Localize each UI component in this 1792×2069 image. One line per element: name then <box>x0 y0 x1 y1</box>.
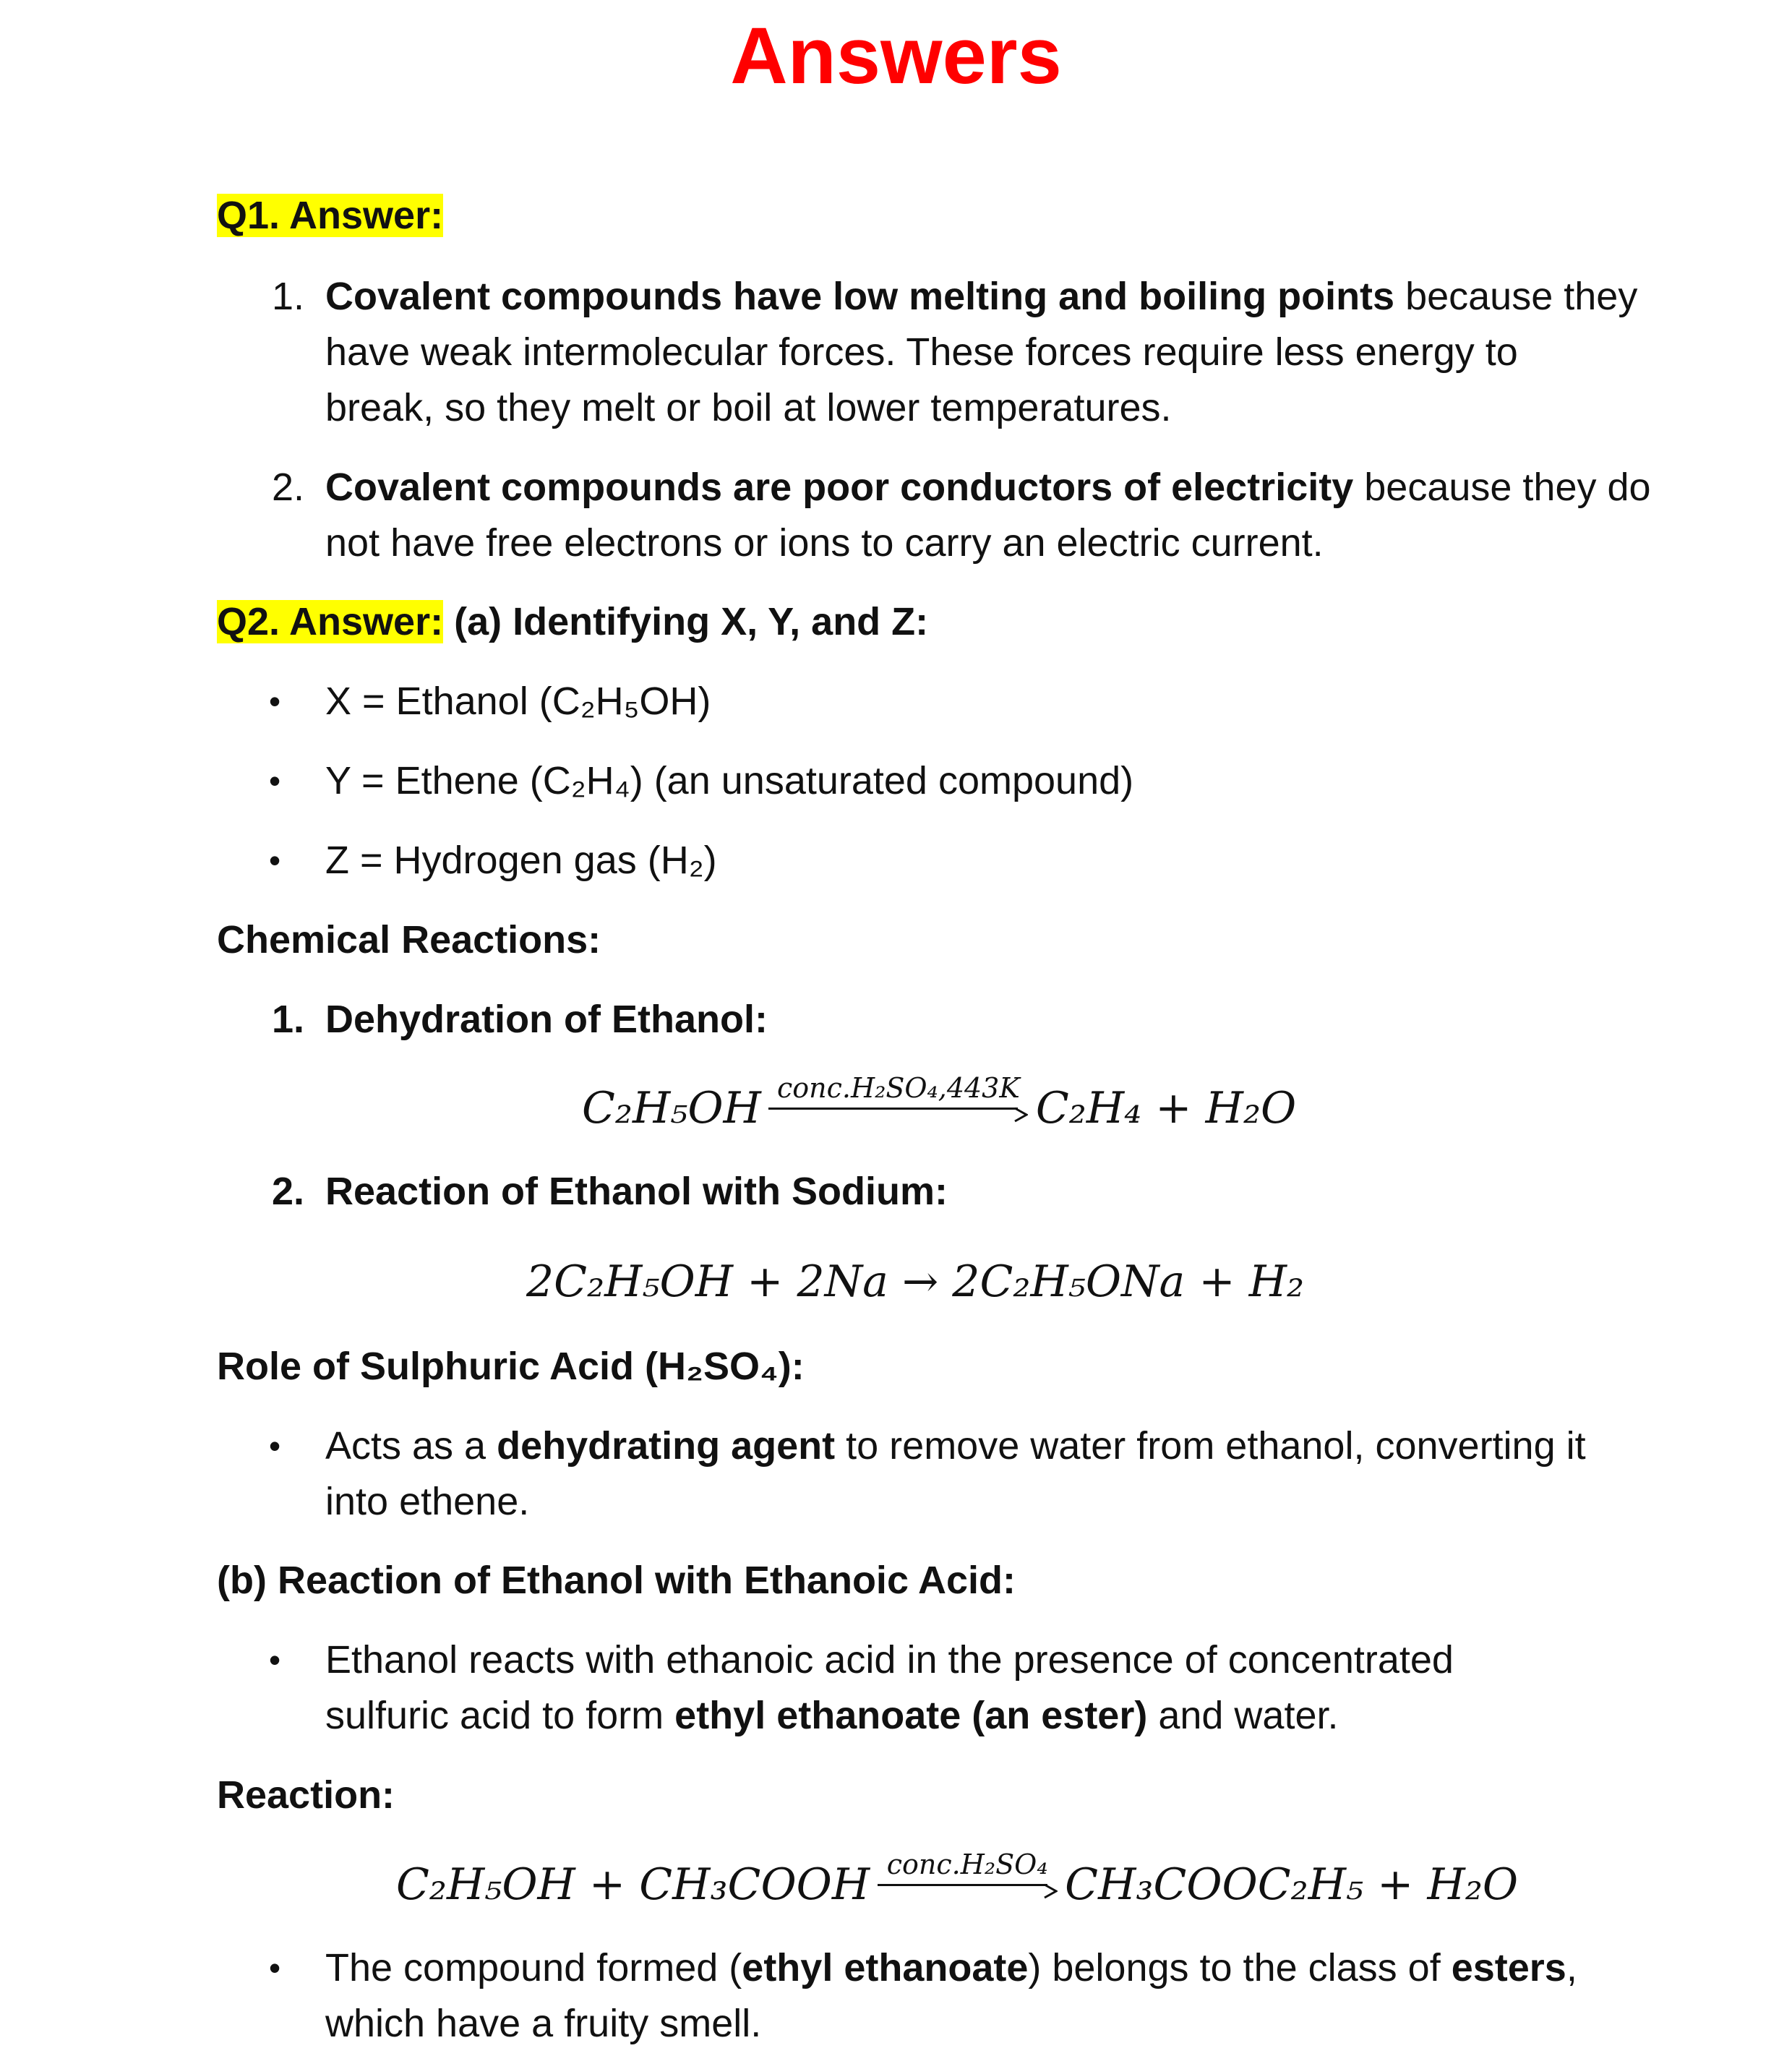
chemical-reactions-heading: Chemical Reactions: <box>217 918 601 961</box>
final-bullet-line-2: which have a fruity smell. <box>325 2002 762 2045</box>
q1-item-1-bold: Covalent compounds have low melting and boiling points <box>325 275 1395 318</box>
equation-3-lhs: C₂H₅OH + CH₃COOH <box>396 1859 870 1910</box>
bullet-icon: • <box>269 1641 281 1679</box>
q2-bullet-z: Z = Hydrogen gas (H₂) <box>325 839 717 882</box>
final-bullet-post: , <box>1566 1946 1577 1989</box>
equation-3-rhs: CH₃COOC₂H₅ + H₂O <box>1065 1859 1519 1910</box>
q1-item-2-bold: Covalent compounds are poor conductors of electricity <box>325 466 1354 509</box>
q1-item-1-rest: because they <box>1394 275 1638 318</box>
part-b-heading: (b) Reaction of Ethanol with Ethanoic Acid: <box>217 1559 1016 1602</box>
final-bullet-bold-2: esters <box>1451 1946 1566 1989</box>
bullet-icon: • <box>269 762 281 800</box>
part-b-bullet-pre: sulfuric acid to form <box>325 1694 675 1737</box>
reaction-arrow <box>768 1072 1029 1140</box>
q1-item-1-line-1 <box>325 269 1637 325</box>
q1-item-2-line-2: not have free electrons or ions to carry an electric current. <box>325 521 1324 565</box>
role-bullet-post: to remove water from ethanol, converting it <box>835 1424 1586 1468</box>
bullet-icon: • <box>269 1949 281 1987</box>
bullet-icon: • <box>269 841 281 879</box>
bullet-icon: • <box>269 1427 281 1465</box>
q1-item-1-line-3: break, so they melt or boil at lower temperatures. <box>325 386 1172 429</box>
role-bullet-line-2: into ethene. <box>325 1480 530 1523</box>
final-bullet-line-1 <box>325 1940 1577 1996</box>
q1-heading <box>217 188 443 244</box>
reaction-2-label: Reaction of Ethanol with Sodium: <box>325 1170 948 1213</box>
q1-item-1-line-2: have weak intermolecular forces. These forces require less energy to <box>325 330 1518 374</box>
q2-bullet-x: X = Ethanol (C₂H₅OH) <box>325 680 711 723</box>
reaction-arrow <box>877 1849 1058 1916</box>
arrow-head-icon <box>1013 1079 1028 1137</box>
part-b-bullet-post: and water. <box>1147 1694 1339 1737</box>
final-bullet-mid: ) belongs to the class of <box>1028 1946 1452 1989</box>
role-heading: Role of Sulphuric Acid (H₂SO₄): <box>217 1345 805 1388</box>
equation-3-condition: conc.H₂SO₄ <box>886 1849 1048 1881</box>
q2-part-a-heading: (a) Identifying X, Y, and Z: <box>443 600 929 643</box>
role-bullet-bold: dehydrating agent <box>497 1424 836 1468</box>
q1-item-1-number: 1. <box>272 275 305 318</box>
equation-1-rhs: C₂H₄ + H₂O <box>1035 1083 1297 1134</box>
role-bullet-line-1 <box>325 1418 1586 1474</box>
reaction-1-label: Dehydration of Ethanol: <box>325 998 768 1041</box>
q1-heading-label: Q1. Answer: <box>217 194 444 237</box>
equation-dehydration <box>582 1072 1297 1140</box>
q1-item-2-rest: because they do <box>1353 466 1651 509</box>
q1-item-2-line-1 <box>325 460 1651 515</box>
q2-heading-label: Q2. Answer: <box>217 600 444 643</box>
role-bullet-pre: Acts as a <box>325 1424 497 1468</box>
q2-heading <box>217 594 928 650</box>
reaction-heading: Reaction: <box>217 1773 395 1817</box>
page-title: Answers <box>730 12 1062 100</box>
equation-1-lhs: C₂H₅OH <box>582 1083 761 1134</box>
q1-item-2-number: 2. <box>272 466 305 509</box>
equation-esterification <box>396 1849 1519 1916</box>
arrow-shaft <box>768 1108 1018 1110</box>
reaction-2-number: 2. <box>272 1170 305 1213</box>
final-bullet-pre: The compound formed ( <box>325 1946 742 1989</box>
final-bullet-bold-1: ethyl ethanoate <box>742 1946 1029 1989</box>
equation-1-condition: conc.H₂SO₄,443K <box>776 1072 1020 1105</box>
part-b-bullet-bold: ethyl ethanoate (an ester) <box>674 1694 1148 1737</box>
bullet-icon: • <box>269 682 281 720</box>
equation-sodium: 2C₂H₅OH + 2Na → 2C₂H₅ONa + H₂ <box>526 1256 1305 1307</box>
part-b-bullet-line-2 <box>325 1688 1339 1744</box>
arrow-shaft <box>878 1884 1047 1886</box>
arrow-head-icon <box>1043 1856 1058 1914</box>
reaction-1-number: 1. <box>272 998 305 1041</box>
part-b-bullet-line-1: Ethanol reacts with ethanoic acid in the presence of concentrated <box>325 1638 1454 1682</box>
q2-bullet-y: Y = Ethene (C₂H₄) (an unsaturated compound) <box>325 759 1134 802</box>
